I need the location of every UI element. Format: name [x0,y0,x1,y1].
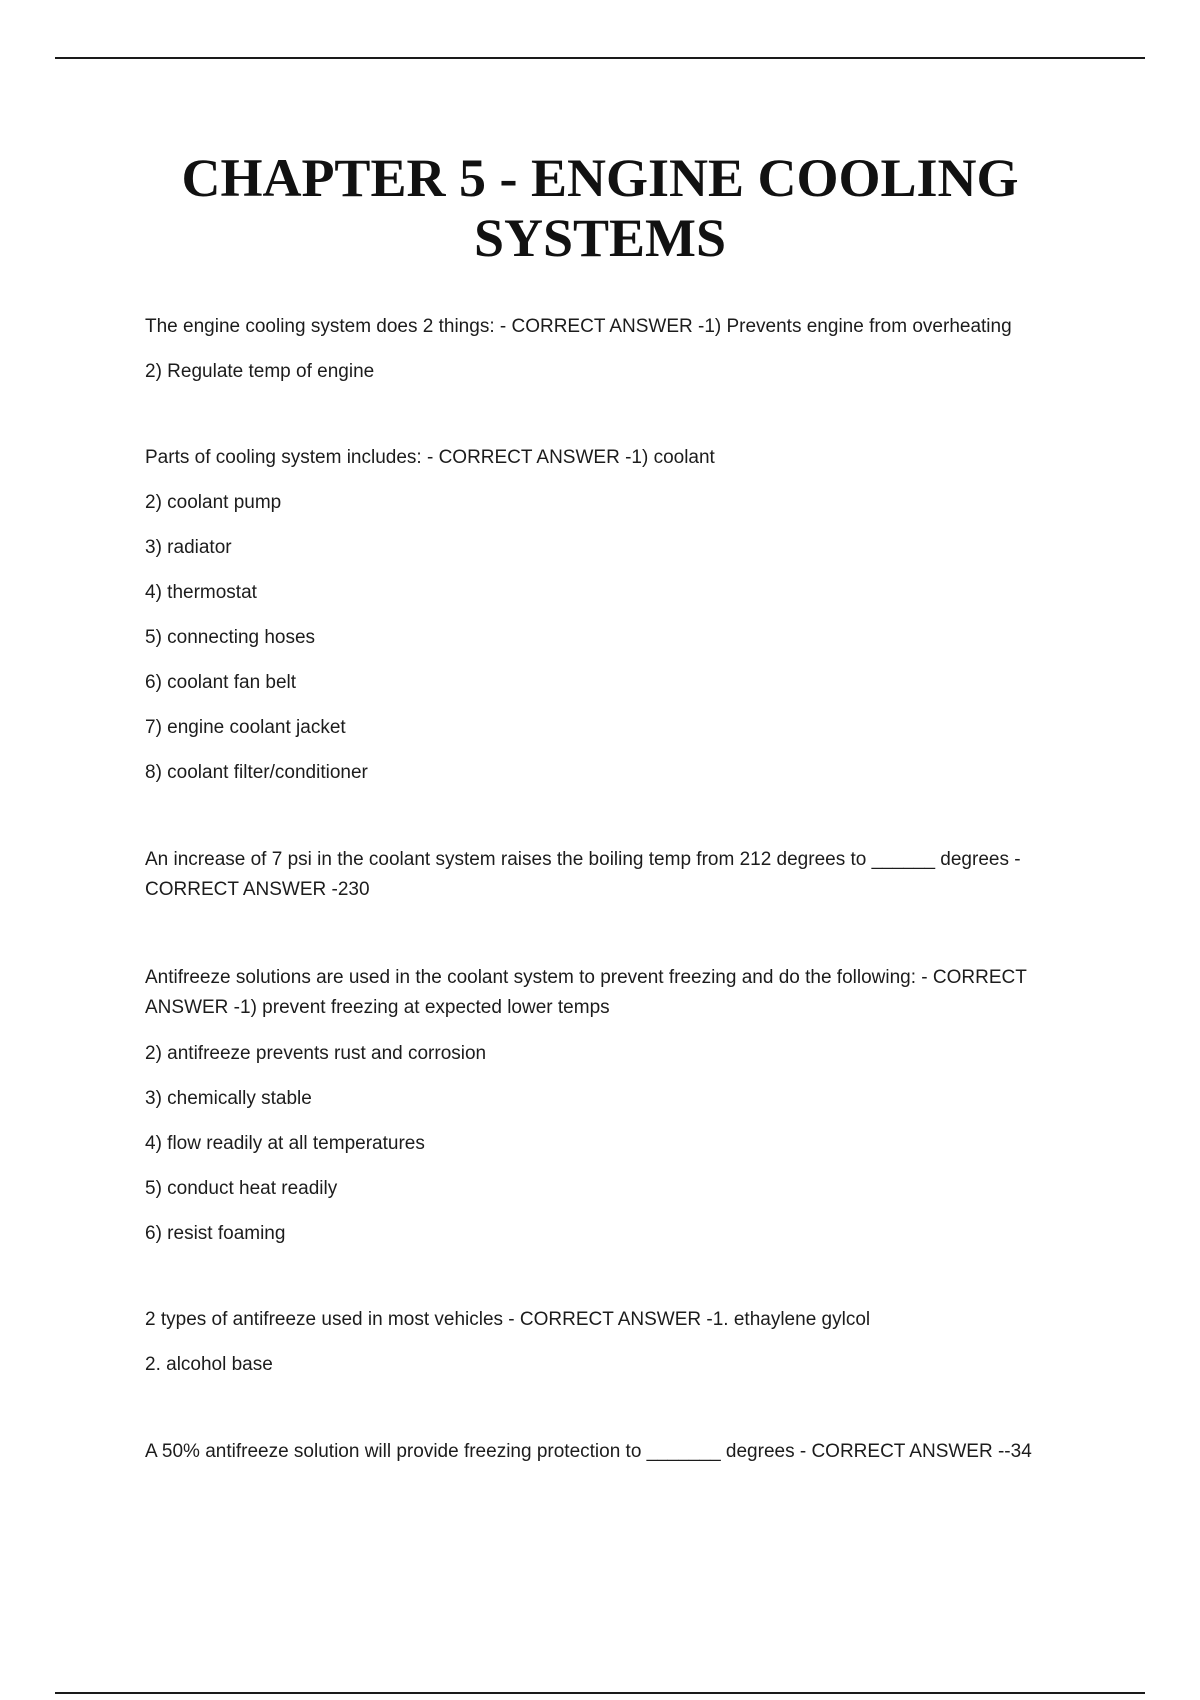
entry-line: Parts of cooling system includes: - CORRECT ANSWER -1) coolant [145,447,715,468]
qa-entry-4 [145,963,1065,1248]
entry-line: 5) connecting hoses [145,627,316,648]
entry-line: 4) thermostat [145,582,257,603]
entry-line: 3) chemically stable [145,1088,312,1109]
qa-entry-6 [145,1437,1065,1467]
entry-line: 2) antifreeze prevents rust and corrosion [145,1043,487,1064]
entry-line: 6) resist foaming [145,1223,286,1244]
entry-line: 2. alcohol base [145,1354,273,1375]
qa-entry-3 [145,845,1065,905]
entry-line: 8) coolant filter/conditioner [145,762,368,783]
entry-line: The engine cooling system does 2 things: - CORRECT ANSWER -1) Prevents engine from overheating [145,316,1012,337]
entry-line: An increase of 7 psi in the coolant system raises the boiling temp from 212 degrees to ______ degrees - CORRECT ANSWER -230 [145,849,1021,900]
entry-line: 3) radiator [145,537,232,558]
top-rule [55,57,1145,59]
qa-entry-2 [145,444,1065,787]
entry-line: A 50% antifreeze solution will provide freezing protection to _______ degrees - CORRECT ANSWER --34 [145,1441,1032,1462]
entry-line: 2) Regulate temp of engine [145,361,375,382]
qa-entry-1 [145,313,1065,386]
entry-line: 6) coolant fan belt [145,672,297,693]
entry-line: 2 types of antifreeze used in most vehicles - CORRECT ANSWER -1. ethaylene gylcol [145,1309,871,1330]
entry-line: 4) flow readily at all temperatures [145,1133,425,1154]
entry-line: 5) conduct heat readily [145,1178,338,1199]
entry-line: Antifreeze solutions are used in the coolant system to prevent freezing and do the following: - CORRECT ANSWER -1) prevent freezing at expected lower temps [145,967,1027,1018]
qa-entry-5 [145,1306,1065,1379]
document-body [145,313,1065,1525]
bottom-rule [55,1692,1145,1694]
entry-line: 2) coolant pump [145,492,282,513]
page-title: CHAPTER 5 - ENGINE COOLING SYSTEMS [181,148,1019,268]
entry-line: 7) engine coolant jacket [145,717,346,738]
